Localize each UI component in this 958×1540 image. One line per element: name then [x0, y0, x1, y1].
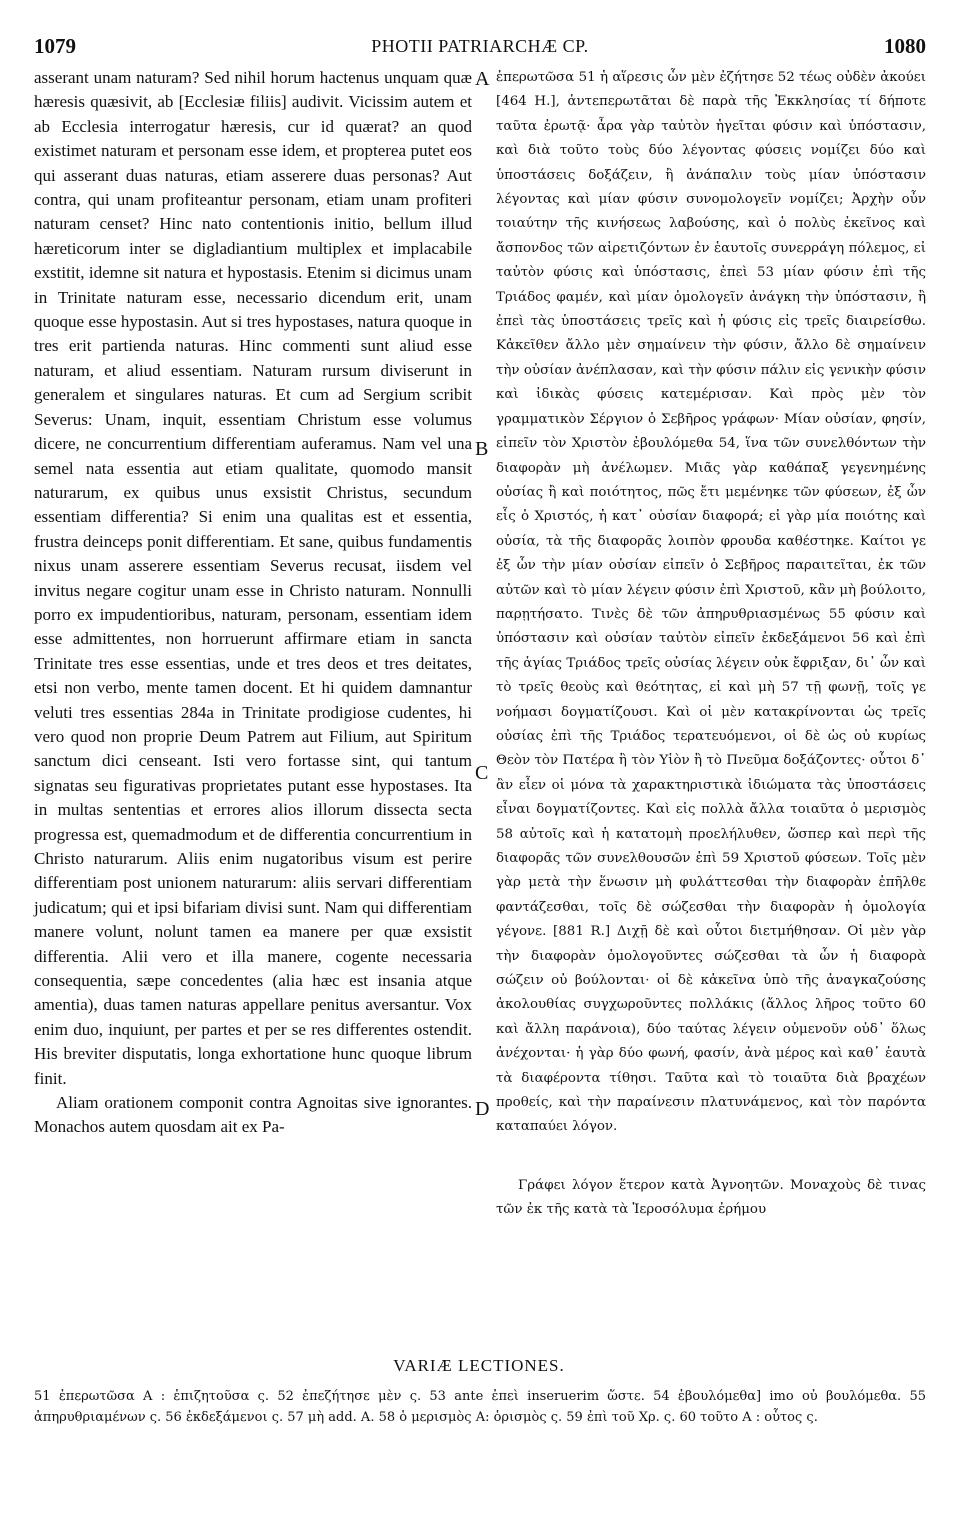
margin-marker-d: D	[475, 1098, 490, 1120]
greek-paragraph-2: Γράφει λόγον ἕτερον κατὰ Ἀγνοητῶν. Μοναχοὺς δὲ τινας τῶν ἐκ τῆς κατὰ τὰ Ἱεροσόλυμα ἐρήμου	[496, 1177, 926, 1218]
right-page-number: 1080	[884, 34, 926, 58]
margin-marker-a: A	[475, 68, 490, 90]
left-page-number: 1079	[34, 34, 76, 58]
greek-paragraph-1: ἐπερωτῶσα 51 ἡ αἵρεσις ὧν μὲν ἐζήτησε 52 τέως οὐδὲν ἀκούει [464 H.], ἀντεπερωτᾶται δὲ παρὰ τῆς Ἐκκλησίας τί δήποτε ταῦτα ἐρωτᾷ· ἆρα γὰρ ταὐτὸν ἡγεῖται φύσιν καὶ ὑπόστασιν, καὶ διὰ τοῦτο τοὺς δύο λέγοντας φύσεις νομίζει δύο καὶ ὑποστάσεις δοξάζειν, ἢ ἀνάπαλιν τοὺς μίαν ὑπόστασιν λέγοντας καὶ μίαν φύσιν συνομολογεῖν νομίζει; Ἀρχὴν οὖν τοιαύτην τῆς κινήσεως λαβούσης, καὶ ὁ πολὺς ἐκεῖνος καὶ ἄσπονδος τῶν αἱρετιζόντων ἐν ἑαυτοῖς συνερράγη πόλεμος, εἰ ταὐτὸν φύσις καὶ ὑπόστασις, ἐπεὶ 53 μίαν φύσιν ἐπὶ τῆς Τριάδος φαμέν, καὶ μίαν ὁμολογεῖν ἀνάγκη τὴν ὑπόστασιν, ἢ ἐπεὶ τὰς ὑποστάσεις τρεῖς καὶ ἡ φύσις εἰς τρεῖς διαιρείσθω. Κἀκεῖθεν ἄλλο μὲν σημαίνειν τὴν φύσιν, ἄλλο δὲ σημαίνειν τὴν οὐσίαν ἀνέπλασαν, καὶ τὴν φύσιν πάλιν εἰς γενικὴν φύσιν καὶ ἰδικὰς φύσεις κατεμέρισαν. Καὶ πρὸς μὲν τὸν γραμματικὸν Σέργιον ὁ Σεβῆρος γράφων· Μίαν οὐσίαν, φησίν, εἰπεῖν τὸν Χριστὸν ἐβουλόμεθα 54, ἵνα τῶν συνελθόντων τὴν διαφορὰν μὴ ἀνέλωμεν. Μιᾶς γὰρ καθάπαξ γεγενημένης οὐσίας ἢ καὶ ποιότητος, πῶς ἔτι μεμένηκε τῶν φύσεων, ἐξ ὧν εἷς ὁ Χριστός, ἡ κατ᾽ οὐσίαν διαφορά; εἰ γὰρ μία ποιότης καὶ οὐσία, τὰ τῆς διαφορᾶς λοιπὸν φρουδα καθέστηκε. Καίτοι γε ἐξ ὧν τὴν μίαν οὐσίαν εἰπεῖν ὁ Σεβῆρος παραιτεῖται, ἐκ τῶν αὐτῶν καὶ τὸ μίαν λέγειν φύσιν ἐπὶ Χριστοῦ, κἂν μὴ βούλοιτο, παρῃτήσατο. Τινὲς δὲ τῶν ἀπηρυθριασμένως 55 φύσιν καὶ ὑπόστασιν καὶ οὐσίαν ταὐτὸν εἰπεῖν ἐκδεξάμενοι 56 καὶ ἐπὶ τῆς ἁγίας Τριάδος τρεῖς οὐσίας λέγειν οὐκ ἔφριξαν, δι᾽ ὧν καὶ τὸ τρεῖς θεοὺς καὶ θεότητας, εἰ καὶ μὴ 57 τῇ φωνῇ, τοῖς γε νοήμασι δογματίζουσι. Καὶ οἱ μὲν κατακρίνονται ὡς τρεῖς οὐσίας ἐπὶ τῆς Τριάδος τερατευόμενοι, οἱ δὲ ὡς οὐ κυρίως Θεὸν τὸν Πατέρα ἢ τὸν Υἱὸν ἢ τὸ Πνεῦμα δοξάζοντες· οὗτοι δ᾽ ἂν εἶεν οἱ μόνα τὰ χαρακτηριστικὰ ἰδιώματα τὰς ὑποστάσεις εἶναι δογματίζοντες. Καὶ εἰς πολλὰ ἄλλα τοιαῦτα ὁ μερισμὸς 58 αὐτοῖς καὶ ἡ κατατομὴ προελήλυθεν, ὥσπερ καὶ περὶ τῆς διαφορᾶς τῶν συνελθουσῶν ἐπὶ 59 Χριστοῦ φύσεων. Τοῖς μὲν γὰρ μετὰ τὴν ἕνωσιν μὴ φυλάττεσθαι τὴν διαφορὰν ἐπῆλθε φαντάζεσθαι, τοῖς δὲ σώζεσθαι τὴν διαφορὰν ἡ ὁμολογία γέγονε. [881 R.] Διχῇ δὲ καὶ οὗτοι διετμήθησαν. Οἱ μὲν γὰρ τὴν διαφορὰν ὁμολογοῦντες σώζεσθαι τὰ ὧν ἡ διαφορὰ σώζειν οὐ βούλονται· οἱ δὲ κἀκεῖνα ὑπὸ τῆς ἀναγκαζούσης ἀκολουθίας συγχωροῦντες πολλάκις (ἄλλος λῆρος τοῦτο 60 καὶ ἄλλη παράνοια), δύο ταύτας λέγειν οὐμενοῦν οὐδ᾽ ὅλως ἀνέχονται· ἡ γὰρ δύο φωνή, φασίν, ἀνὰ μέρος καὶ καθ᾽ ἑαυτὰ τὰ διαφέροντα τίθησι. Ταῦτα καὶ τὸ τοιαῦτα διὰ βραχέων προθείς, καὶ τὴν παραίνεσιν πλατυνάμενος, καὶ τὸν παρόντα καταπαύει λόγον.	[496, 70, 926, 1135]
page-header	[34, 34, 926, 64]
running-title: PHOTII PATRIARCHÆ CP.	[371, 36, 589, 56]
variae-lectiones-title: VARIÆ LECTIONES.	[393, 1356, 565, 1375]
latin-paragraph-2: Aliam orationem componit contra Agnoitas sive ignorantes. Monachos autem quosdam ait ex Pa-	[34, 1093, 472, 1137]
greek-column	[496, 66, 926, 1223]
variae-lectiones-notes: 51 ἐπερωτῶσα A : ἐπιζητοῦσα ς. 52 ἐπεζήτησε μὲν ς. 53 ante ἐπεὶ inseruerim ὥστε. 54 ἐβουλόμεθα] imo οὐ βουλόμεθα. 55 ἀπηρυθριαμένων ς. 56 ἐκδεξάμενοι ς. 57 μὴ add. A. 58 ὁ μερισμὸς A: ὁρισμὸς ς. 59 ἐπὶ τοῦ Χρ. ς. 60 τοῦτο A : οὗτος ς.	[34, 1389, 926, 1425]
latin-column	[34, 66, 472, 1140]
margin-marker-b: B	[475, 438, 489, 460]
margin-marker-c: C	[475, 762, 489, 784]
latin-paragraph-1: asserant unam naturam? Sed nihil horum hactenus unquam quæ hæresis quæsivit, ab [Ecclesiæ filiis] audivit. Vicissim autem et ab Ecclesia interrogatur hæresis, cur id quærat? an quod existimet naturam et personam esse idem, et propterea putet eos qui asserant duas naturas, etiam asserere duas personas? Aut contra, qui unam profiteantur personam, etiam unam profiteri naturam censet? Hinc nato contentionis initio, bellum illud hæreticorum inter se digladiantium multiplex et implacabile exstitit, idemne sit natura et hypostasis. Etenim si dicimus unam in Trinitate naturam esse, necessario dicendum erit, unam quoque esse hypostasin. Aut si tres hypostases, natura quoque in tres erit partienda naturas. Hinc commenti sunt aliud esse naturam, et aliud essentiam. Naturam rursum diviserunt in generalem et singulares naturas. Et cum ad Sergium scribit Severus: Unam, inquit, essentiam Christum esse volumus dicere, ne concurrentium differentiam auferamus. Nam vel una semel nata essentia aut etiam qualitate, quomodo mansit naturarum, ex quibus unus exsistit Christus, secundum essentiam differentia? Si enim una qualitas est et essentia, frustra deinceps ponit differentiam. Et sane, quibus fundamentis nixus unam asserere essentiam Severus recusat, iisdem vel invitus negare cogitur unam esse in Christo naturam. Nonnulli porro ex impudentioribus, naturam, personam, essentiam idem esse admittentes, non horruerunt affirmare etiam in sancta Trinitate tres esse essentias, unde et tres deos et tres deitates, etsi non verbo, mente tamen docent. Et hi quidem damnantur veluti tres essentias 284a in Trinitate prodigiose cudentes, hi vero quod non proprie Deum Patrem aut Filium, aut Spiritum sanctum dici censeant. Isti vero fortasse sint, qui tantum signatas seu figurativas proprietates putant esse hypostases. Ita in multas sententias et errores alios illorum dissecta secta progressa est, quemadmodum et de differentia concurrentium in Christo naturarum. Aliis enim nugatoribus visum est perire differentiam post unionem naturarum: aliis servari differentiam judicatum; qui et ipsi bifariam divisi sunt. Nam qui differentiam manere volunt, nolunt tamen ea manere per quæ exsistit differentia. Alii vero et illa manere, cogente necessaria consequentia, sæpe concedentes (alia hæc est insania atque amentia), duas tamen naturas appellare penitus aversantur. Vox enim duo, inquiunt, per partes et per se res differentes ostendit. His breviter disputatis, longa exhortatione hunc quoque librum finit.	[34, 68, 472, 1088]
